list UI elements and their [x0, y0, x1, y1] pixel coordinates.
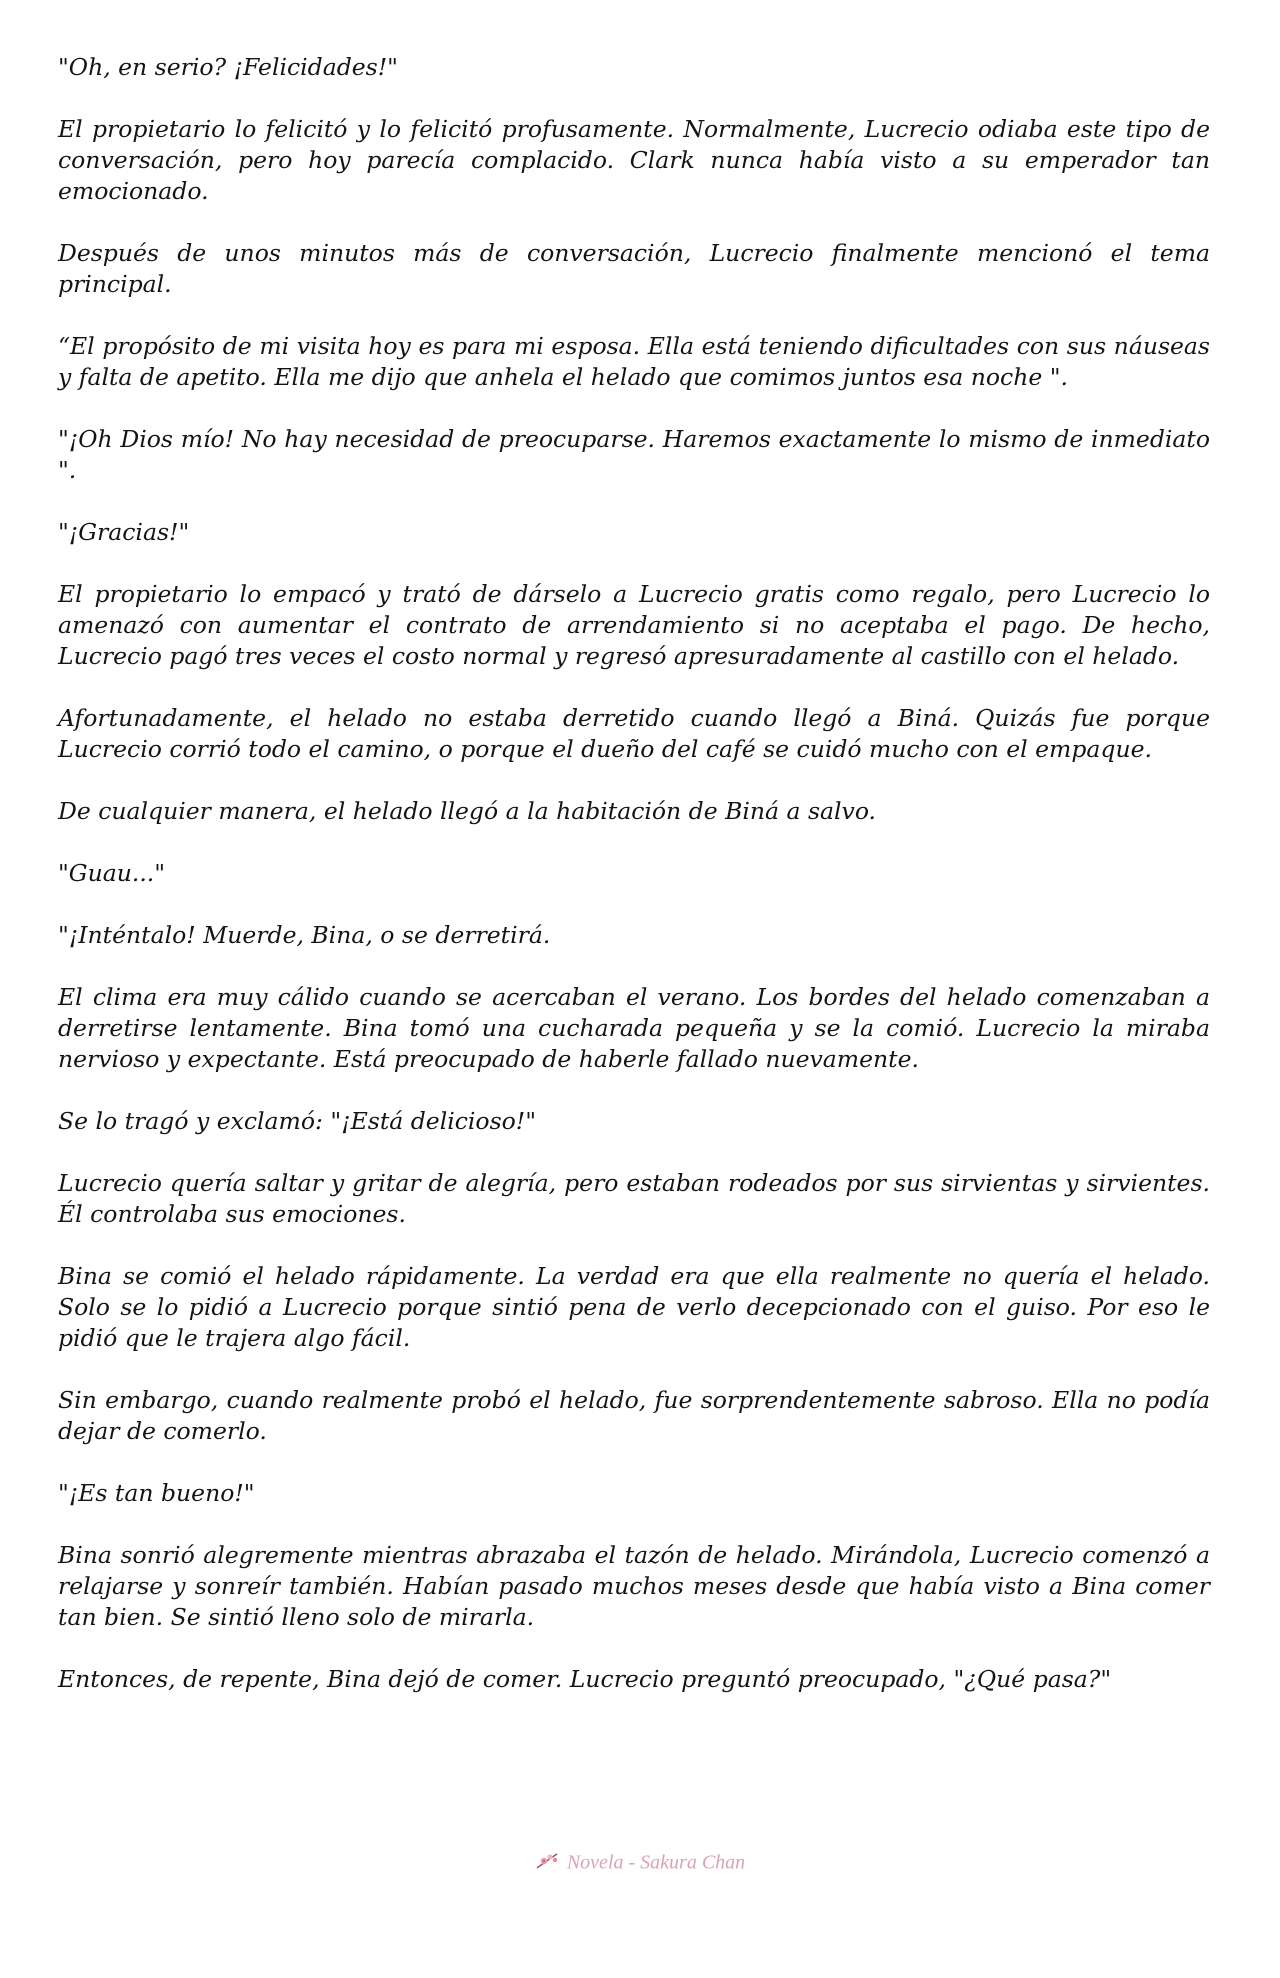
paragraph: Se lo tragó y exclamó: "¡Está delicioso!"	[58, 1107, 537, 1135]
document-body	[58, 52, 1210, 1726]
paragraph: El clima era muy cálido cuando se acercaban el verano. Los bordes del helado comenzaban a derretirse lentamente. Bina tomó una cucharada pequeña y se la comió. Lucrecio la miraba nervioso y expectante. Está preocupado de haberle fallado nuevamente.	[58, 983, 1210, 1073]
paragraph: De cualquier manera, el helado llegó a la habitación de Biná a salvo.	[58, 797, 877, 825]
paragraph: Afortunadamente, el helado no estaba derretido cuando llegó a Biná. Quizás fue porque Lucrecio corrió todo el camino, o porque el dueño del café se cuidó mucho con el empaque.	[58, 704, 1210, 763]
paragraph: “El propósito de mi visita hoy es para mi esposa. Ella está teniendo dificultades con sus náuseas y falta de apetito. Ella me dijo que anhela el helado que comimos juntos esa noche ".	[58, 332, 1210, 391]
paragraph: "Guau..."	[58, 859, 166, 887]
paragraph: Sin embargo, cuando realmente probó el helado, fue sorprendentemente sabroso. Ella no podía dejar de comerlo.	[58, 1386, 1210, 1445]
paragraph: "¡Oh Dios mío! No hay necesidad de preocuparse. Haremos exactamente lo mismo de inmediato ".	[58, 425, 1210, 484]
footer-text: Novela - Sakura Chan	[566, 1851, 746, 1874]
paragraph: Lucrecio quería saltar y gritar de alegría, pero estaban rodeados por sus sirvientas y sirvientes. Él controlaba sus emociones.	[58, 1169, 1210, 1228]
paragraph: "¡Gracias!"	[58, 518, 190, 546]
cherry-blossom-icon	[535, 1850, 561, 1878]
paragraph: Entonces, de repente, Bina dejó de comer. Lucrecio preguntó preocupado, "¿Qué pasa?"	[58, 1665, 1112, 1693]
paragraph: "Oh, en serio? ¡Felicidades!"	[58, 53, 398, 81]
paragraph: Después de unos minutos más de conversación, Lucrecio finalmente mencionó el tema principal.	[58, 239, 1210, 298]
paragraph: "¡Inténtalo! Muerde, Bina, o se derretirá.	[58, 921, 551, 949]
footer-watermark	[0, 1850, 1280, 1878]
paragraph: El propietario lo empacó y trató de dárselo a Lucrecio gratis como regalo, pero Lucrecio lo amenazó con aumentar el contrato de arrendamiento si no aceptaba el pago. De hecho, Lucrecio pagó tres veces el costo normal y regresó apresuradamente al castillo con el helado.	[58, 580, 1210, 670]
paragraph: Bina sonrió alegremente mientras abrazaba el tazón de helado. Mirándola, Lucrecio comenzó a relajarse y sonreír también. Habían pasado muchos meses desde que había visto a Bina comer tan bien. Se sintió lleno solo de mirarla.	[58, 1541, 1210, 1631]
paragraph: "¡Es tan bueno!"	[58, 1479, 255, 1507]
paragraph: El propietario lo felicitó y lo felicitó profusamente. Normalmente, Lucrecio odiaba este tipo de conversación, pero hoy parecía complacido. Clark nunca había visto a su emperador tan emocionado.	[58, 115, 1210, 205]
paragraph: Bina se comió el helado rápidamente. La verdad era que ella realmente no quería el helado. Solo se lo pidió a Lucrecio porque sintió pena de verlo decepcionado con el guiso. Por eso le pidió que le trajera algo fácil.	[58, 1262, 1210, 1352]
